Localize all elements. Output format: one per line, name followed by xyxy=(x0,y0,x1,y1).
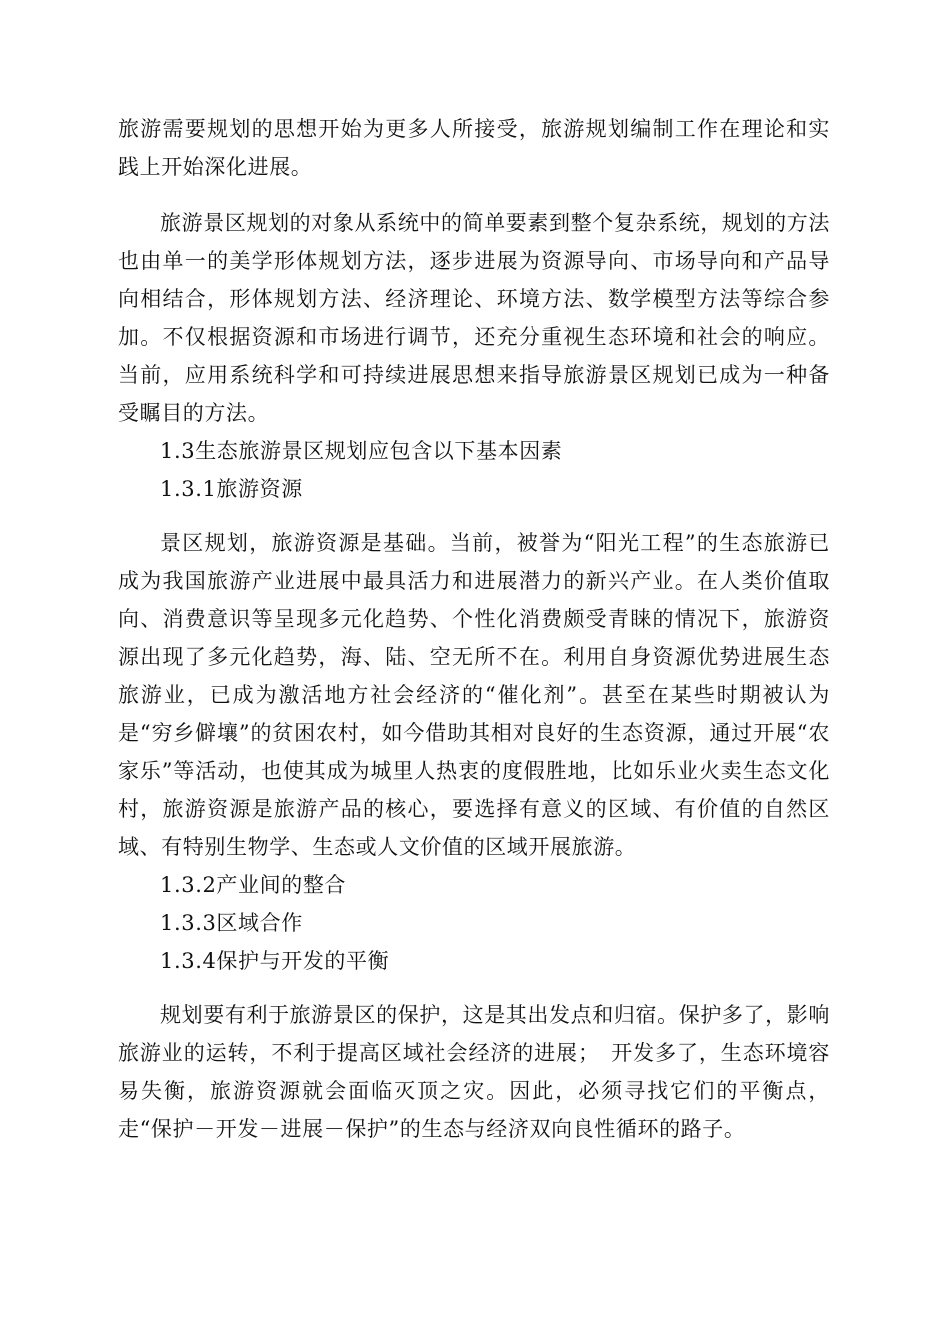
section-heading-1-3-4: 1.3.4保护与开发的平衡 xyxy=(160,949,390,973)
section-heading-1-3-3: 1.3.3区域合作 xyxy=(160,911,303,935)
paragraph-planning-objects: 旅游景区规划的对象从系统中的简单要素到整个复杂系统，规划的方法也由单一的美学形体规划方法，逐步进展为资源导向、市场导向和产品导向相结合，形体规划方法、经济理论、环境方法、数学模型方法等综合参加。不仅根据资源和市场进行调节，还充分重视生态环境和社会的响应。当前，应用系统科学和可持续进展思想来指导旅游景区规划已成为一种备受瞩目的方法。 xyxy=(118,211,830,425)
section-heading-1-3-1: 1.3.1旅游资源 xyxy=(160,477,303,501)
paragraph-planning-thought: 旅游需要规划的思想开始为更多人所接受，旅游规划编制工作在理论和实践上开始深化进展。 xyxy=(118,117,830,179)
section-heading-1-3: 1.3生态旅游景区规划应包含以下基本因素 xyxy=(160,439,563,463)
paragraph-tourism-resources: 景区规划，旅游资源是基础。当前，被誉为“阳光工程”的生态旅游已成为我国旅游产业进展中最具活力和进展潜力的新兴产业。在人类价值取向、消费意识等呈现多元化趋势、个性化消费颇受青睐的情况下，旅游资源出现了多元化趋势，海、陆、空无所不在。利用自身资源优势进展生态旅游业，已成为激活地方社会经济的“催化剂”。甚至在某些时期被认为是“穷乡僻壤”的贫困农村，如今借助其相对良好的生态资源，通过开展“农家乐”等活动，也使其成为城里人热衷的度假胜地，比如乐业火卖生态文化村，旅游资源是旅游产品的核心，要选择有意义的区域、有价值的自然区域、有特别生物学、生态或人文价值的区域开展旅游。 xyxy=(118,531,830,859)
paragraph-protection-balance: 规划要有利于旅游景区的保护，这是其出发点和归宿。保护多了，影响旅游业的运转，不利于提高区域社会经济的进展； 开发多了，生态环境容易失衡，旅游资源就会面临灭顶之灾。因此，必须寻找它们的平衡点，走“保护－开发－进展－保护”的生态与经济双向良性循环的路子。 xyxy=(118,1003,830,1141)
section-heading-1-3-2: 1.3.2产业间的整合 xyxy=(160,873,347,897)
document-body xyxy=(118,110,830,1148)
